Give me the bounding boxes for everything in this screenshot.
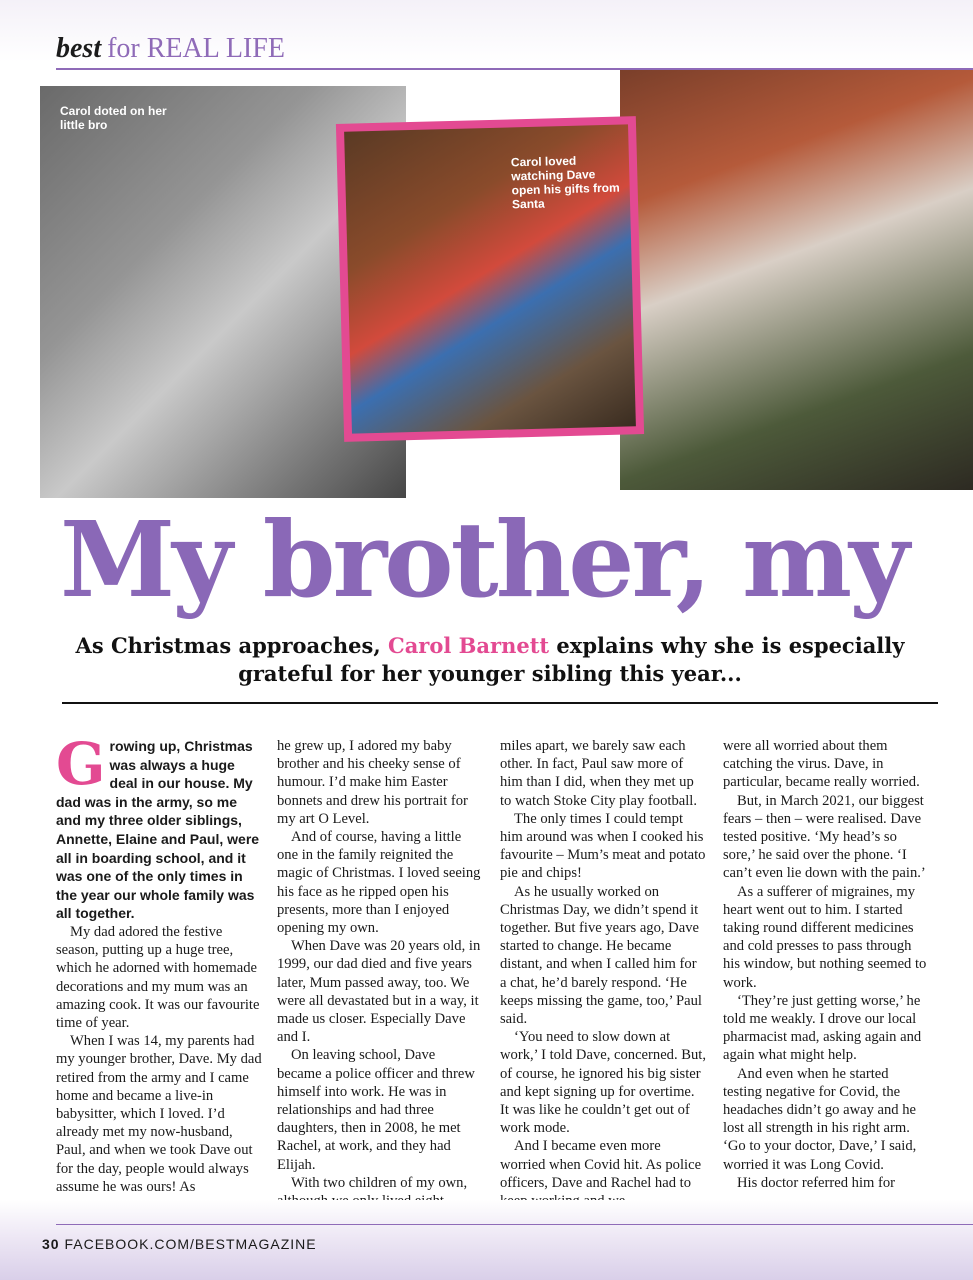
paragraph: When Dave was 20 years old, in 1999, our dad died and five years later, Mum passed away, too. We were all devastated but in a way, it made us closer. Especially Dave and I.	[277, 938, 481, 1046]
footer-rule	[56, 1224, 973, 1225]
standfirst-rule	[62, 702, 938, 704]
footer-url: FACEBOOK.COM/BESTMAGAZINE	[64, 1236, 317, 1252]
lead-text: rowing up, Christmas was always a huge deal in our house. My dad was in the army, so me and my three older siblings, Annette, Elaine and Paul, were all in boarding school, and it was one of the only times in the year our whole family was all together.	[56, 738, 260, 922]
standfirst	[60, 632, 920, 688]
paragraph: On leaving school, Dave became a police officer and threw himself into work. He was in relationships and had three daughters, then in 2008, he met Rachel, at work, and they had Elijah.	[277, 1047, 475, 1173]
standfirst-before: As Christmas approaches,	[75, 633, 388, 658]
article-column-4	[723, 737, 929, 1192]
section-name: for REAL LIFE	[107, 33, 285, 64]
paragraph: And I became even more worried when Covid hit. As police officers, Dave and Rachel had to	[500, 1138, 702, 1191]
paragraph: When I was 14, my parents had my younger brother, Dave. My dad retired from the army and I came home and became a live-in babysitter, which I loved. I’d already met my now-husband, Paul, and when we took Dave out for the day, people would always assume he was ours! As	[56, 1033, 262, 1195]
paragraph: miles apart, we barely saw each other. In fact, Paul saw more of him than I did, when they met up to watch Stoke City play football.	[500, 738, 697, 809]
paragraph: were all worried about them catching the virus. Dave, in particular, became really worried.	[723, 738, 920, 791]
page-footer	[42, 1236, 317, 1252]
article-lead	[56, 730, 262, 923]
section-label	[56, 34, 285, 64]
paragraph: As he usually worked on Christmas Day, we didn’t spend it together. But five years ago, Dave started to change. He became distant, and when I called him for a chat, he’d barely respond. ‘He keeps missing the game, too,’ Paul said.	[500, 883, 702, 1028]
paragraph: As a sufferer of migraines, my heart went out to him. I started taking round different medicines and cold presses to pass through his window, but nothing seemed to work.	[723, 883, 927, 991]
paragraph: And of course, having a little one in the family reignited the magic of Christmas. I loved seeing his face as he ripped open his presents, more than I enjoyed opening my own.	[277, 829, 481, 937]
headline: My brother, my	[60, 498, 907, 621]
photo-carol-and-dave-party-hats	[620, 70, 973, 490]
paragraph: My dad adored the festive season, putting up a huge tree, which he adorned with homemade decorations and my mum was an amazing cook. It was our favourite time of year.	[56, 923, 260, 1031]
standfirst-after: explains why she is especially grateful for her younger sibling this year...	[238, 633, 905, 686]
author-name: Carol Barnett	[387, 633, 550, 658]
drop-cap: G	[56, 730, 106, 798]
paragraph: And even when he started testing negative for Covid, the headaches didn’t go away and he lost all strength in his right arm. ‘Go to your doctor, Dave,’ I said, worried it was Long Covid.	[723, 1065, 917, 1173]
paragraph: ‘They’re just getting worse,’ he told me weakly. I drove our local pharmacist mad, asking again and again what might help.	[723, 992, 922, 1064]
photo2-caption: Carol loved watching Dave open his gifts from Santa	[510, 153, 620, 212]
article-column-1	[56, 730, 262, 1196]
article-column-2	[277, 737, 483, 1210]
photo1-caption: Carol doted on her little bro	[60, 104, 167, 132]
article-column-3	[500, 737, 706, 1210]
paragraph: ‘You need to slow down at work,’ I told Dave, concerned. But, of course, he ignored his big sister and kept signing up for overtime. It was like he couldn’t get out of work mode.	[500, 1029, 707, 1137]
photo-frame-pink	[336, 116, 644, 442]
magazine-brand: best	[56, 33, 102, 64]
paragraph: With two children of my own,	[291, 1174, 468, 1191]
paragraph: But, in March 2021, our biggest fears – then – were realised. Dave tested positive. ‘My head’s so sore,’ he said over the phone. ‘I can’t even lie down with the pain.’	[723, 792, 926, 882]
paragraph: he grew up, I adored my baby brother and his cheeky sense of humour. I’d make him Easter bonnets and drew his portrait for my art O Level.	[277, 738, 468, 827]
photo-dave-opening-gifts	[344, 124, 636, 433]
page-number: 30	[42, 1236, 60, 1252]
paragraph: The only times I could tempt him around was when I cooked his favourite – Mum’s meat and potato pie and chips!	[500, 810, 706, 882]
paragraph: His doctor referred him for	[737, 1174, 896, 1191]
